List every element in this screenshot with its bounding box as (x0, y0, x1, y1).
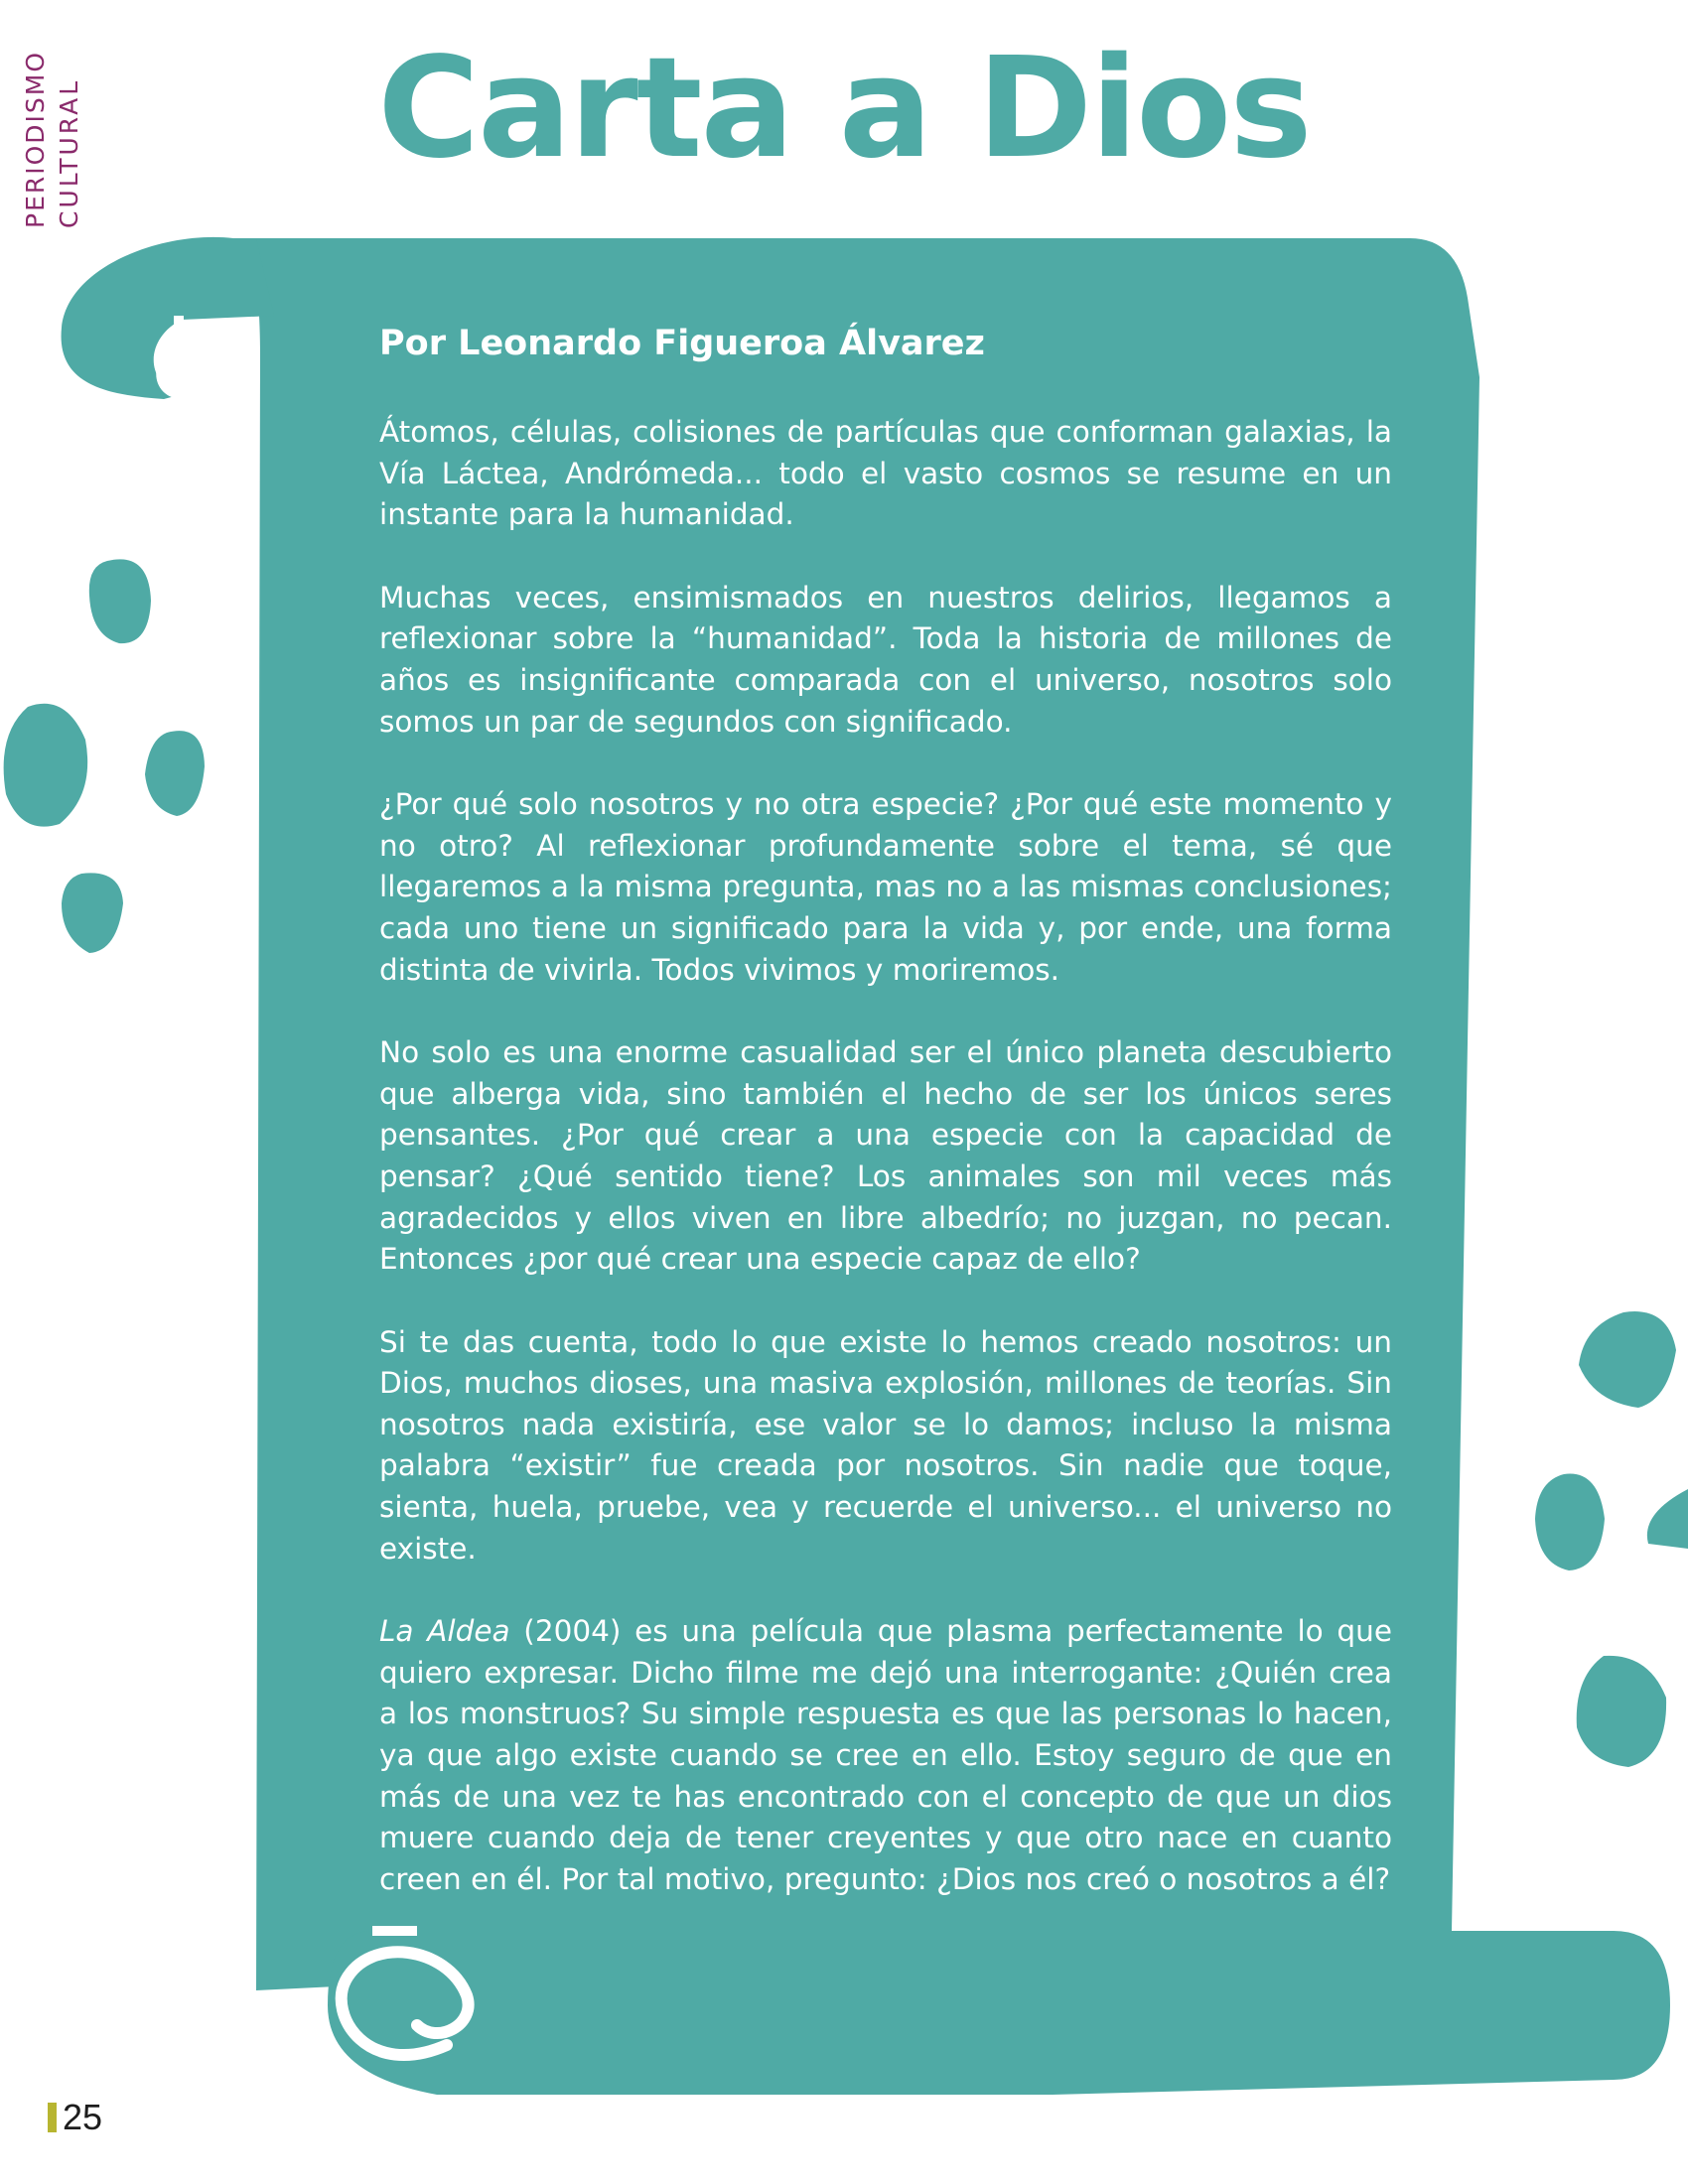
paragraph-2: Muchas veces, ensimismados en nuestros delirios, llegamos a reflexionar sobre la “humanidad”. Toda la historia de millones de años es insignificante comparada con el universo, nosotros solo somos un par de segundos con significado. (379, 580, 1392, 739)
pebble (1579, 1311, 1676, 1408)
section-label-line1: PERIODISMO (21, 50, 50, 228)
pebble (1535, 1474, 1605, 1570)
pebble (1577, 1656, 1666, 1767)
pebble (89, 559, 151, 643)
byline: Por Leonardo Figueroa Álvarez (379, 324, 985, 363)
paragraph-1: Átomos, células, colisiones de partículas que conforman galaxias, la Vía Láctea, Andrómeda... todo el vasto cosmos se resume en un instante para la humanidad. (379, 415, 1392, 532)
page-number (48, 2097, 102, 2138)
paragraph-6-text: (2004) es una película que plasma perfectamente lo que quiero expresar. Dicho filme me dejó una interrogante: ¿Quién crea a los monstruos? Su simple respuesta es que las personas lo hacen, ya que algo existe cuando se cree en ello. Estoy seguro de que en más de una vez te has encontrado con el concepto de que un dios muere cuando deja de tener creyentes y que otro nace en cuanto creen en él. Por tal motivo, pregunto: ¿Dios nos creó o nosotros a él? (379, 1614, 1392, 1896)
pebble (1647, 1489, 1688, 1549)
page-number-text: 25 (63, 2097, 103, 2137)
section-label-line2: CULTURAL (55, 77, 83, 228)
film-title: La Aldea (379, 1614, 510, 1649)
pebble (4, 704, 88, 827)
paragraph-3: ¿Por qué solo nosotros y no otra especie? ¿Por qué este momento y no otro? Al reflexionar profundamente sobre el tema, sé que llegaremos a la misma pregunta, mas no a las mismas conclusiones; cada uno tiene un significado para la vida y, por ende, una forma distinta de vivirla. Todos vivimos y moriremos. (379, 787, 1392, 987)
page-title: Carta a Dios (377, 28, 1311, 190)
article-body (379, 323, 1392, 1942)
paragraph-4: No solo es una enorme casualidad ser el único planeta descubierto que alberga vida, sino también el hecho de ser los únicos seres pensantes. ¿Por qué crear a una especie con la capacidad de pensar? ¿Qué sentido tiene? Los animales son mil veces más agradecidos y ellos viven en libre albedrío; no juzgan, no pecan. Entonces ¿por qué crear una especie capaz de ello? (379, 1035, 1392, 1277)
paragraph-6 (379, 1611, 1392, 1900)
paragraph-5: Si te das cuenta, todo lo que existe lo hemos creado nosotros: un Dios, muchos dioses, una masiva explosión, millones de teorías. Sin nosotros nada existiría, ese valor se lo damos; incluso la misma palabra “existir” fue creada por nosotros. Sin nadie que toque, sienta, huela, pruebe, vea y recuerde el universo... el universo no existe. (379, 1324, 1392, 1566)
page-marker (48, 2103, 57, 2132)
pebble (62, 873, 123, 953)
scroll-top-curl (62, 237, 274, 399)
pebble (145, 731, 205, 816)
scroll-bottom-roll (328, 1931, 1670, 2095)
